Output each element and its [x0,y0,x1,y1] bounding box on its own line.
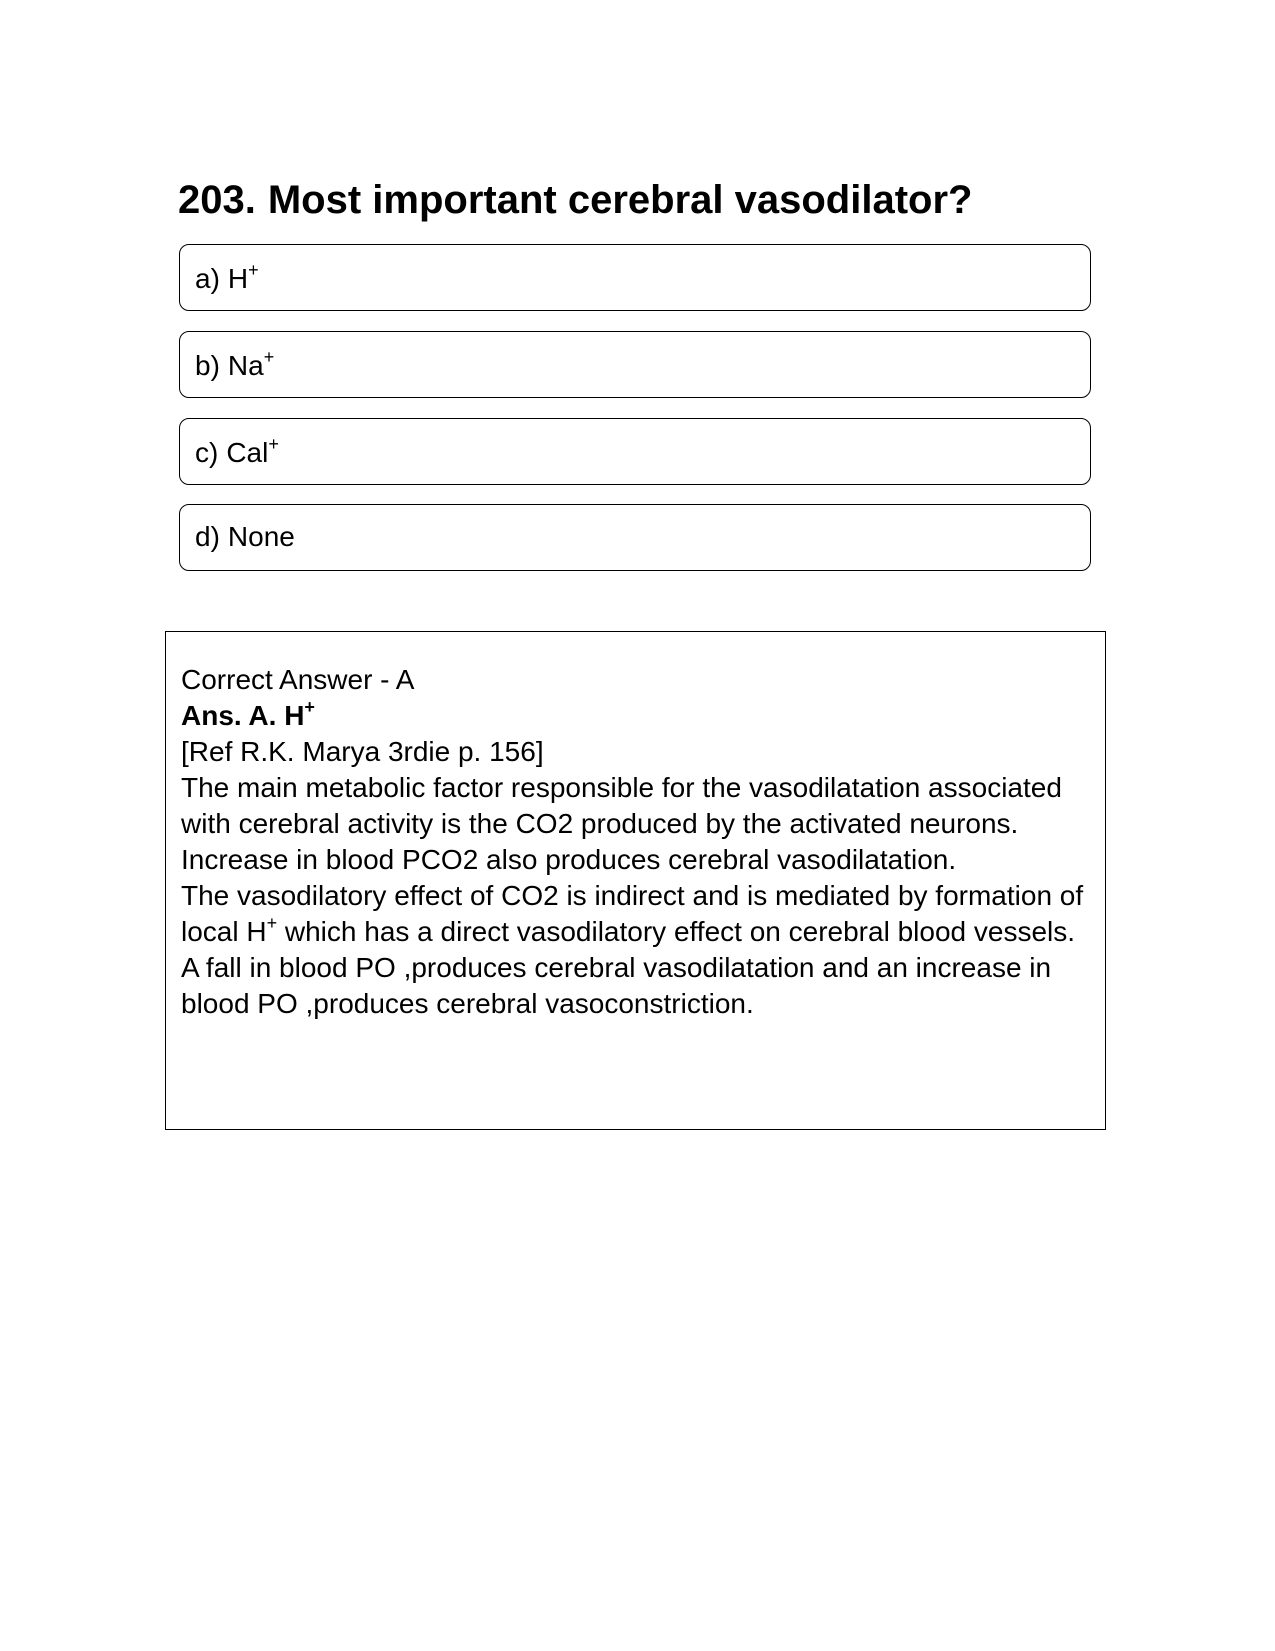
option-a[interactable] [179,244,1091,311]
option-b[interactable] [179,331,1091,398]
answer-label-text: Ans. A. H [181,700,305,731]
option-text: Cal [226,437,269,468]
question-number: 203. [178,178,256,222]
answer-label [181,698,1090,734]
option-letter: b) [195,350,220,381]
question-text: Most important cerebral vasodilator? [267,178,973,222]
option-superscript: + [268,434,279,454]
option-letter: c) [195,437,219,468]
option-d[interactable] [179,504,1091,571]
option-text: None [227,521,295,552]
explanation-paragraph-3-start: The vasodilatory effect of CO2 is indirect and is mediated by formation of local H [181,880,1084,947]
option-c[interactable] [179,418,1091,485]
option-letter: a) [195,263,220,294]
explanation-paragraph-1: The main metabolic factor responsible for the vasodilatation associated with cerebral activity is the CO2 produced by the activated neurons. [181,772,1062,839]
answer-explanation-box [165,631,1106,1130]
correct-answer-line: Correct Answer - A [181,664,415,695]
explanation-paragraph-3-end: which has a direct vasodilatory effect on cerebral blood vessels. [277,916,1076,947]
option-superscript: + [263,347,275,367]
question-title [178,178,972,223]
option-text: H [227,263,249,294]
explanation-paragraph-2: Increase in blood PCO2 also produces cerebral vasodilatation. [181,844,957,875]
explanation-paragraph-3 [181,878,1090,950]
reference-line: [Ref R.K. Marya 3rdie p. 156] [181,736,544,767]
answer-label-superscript: + [304,697,315,717]
option-text: Na [227,350,264,381]
explanation-paragraph-3-superscript: + [266,913,278,933]
explanation-paragraph-4: A fall in blood PO ,produces cerebral vasodilatation and an increase in blood PO ,produces cerebral vasoconstriction. [181,952,1052,1019]
option-letter: d) [195,521,220,552]
option-superscript: + [248,260,259,280]
